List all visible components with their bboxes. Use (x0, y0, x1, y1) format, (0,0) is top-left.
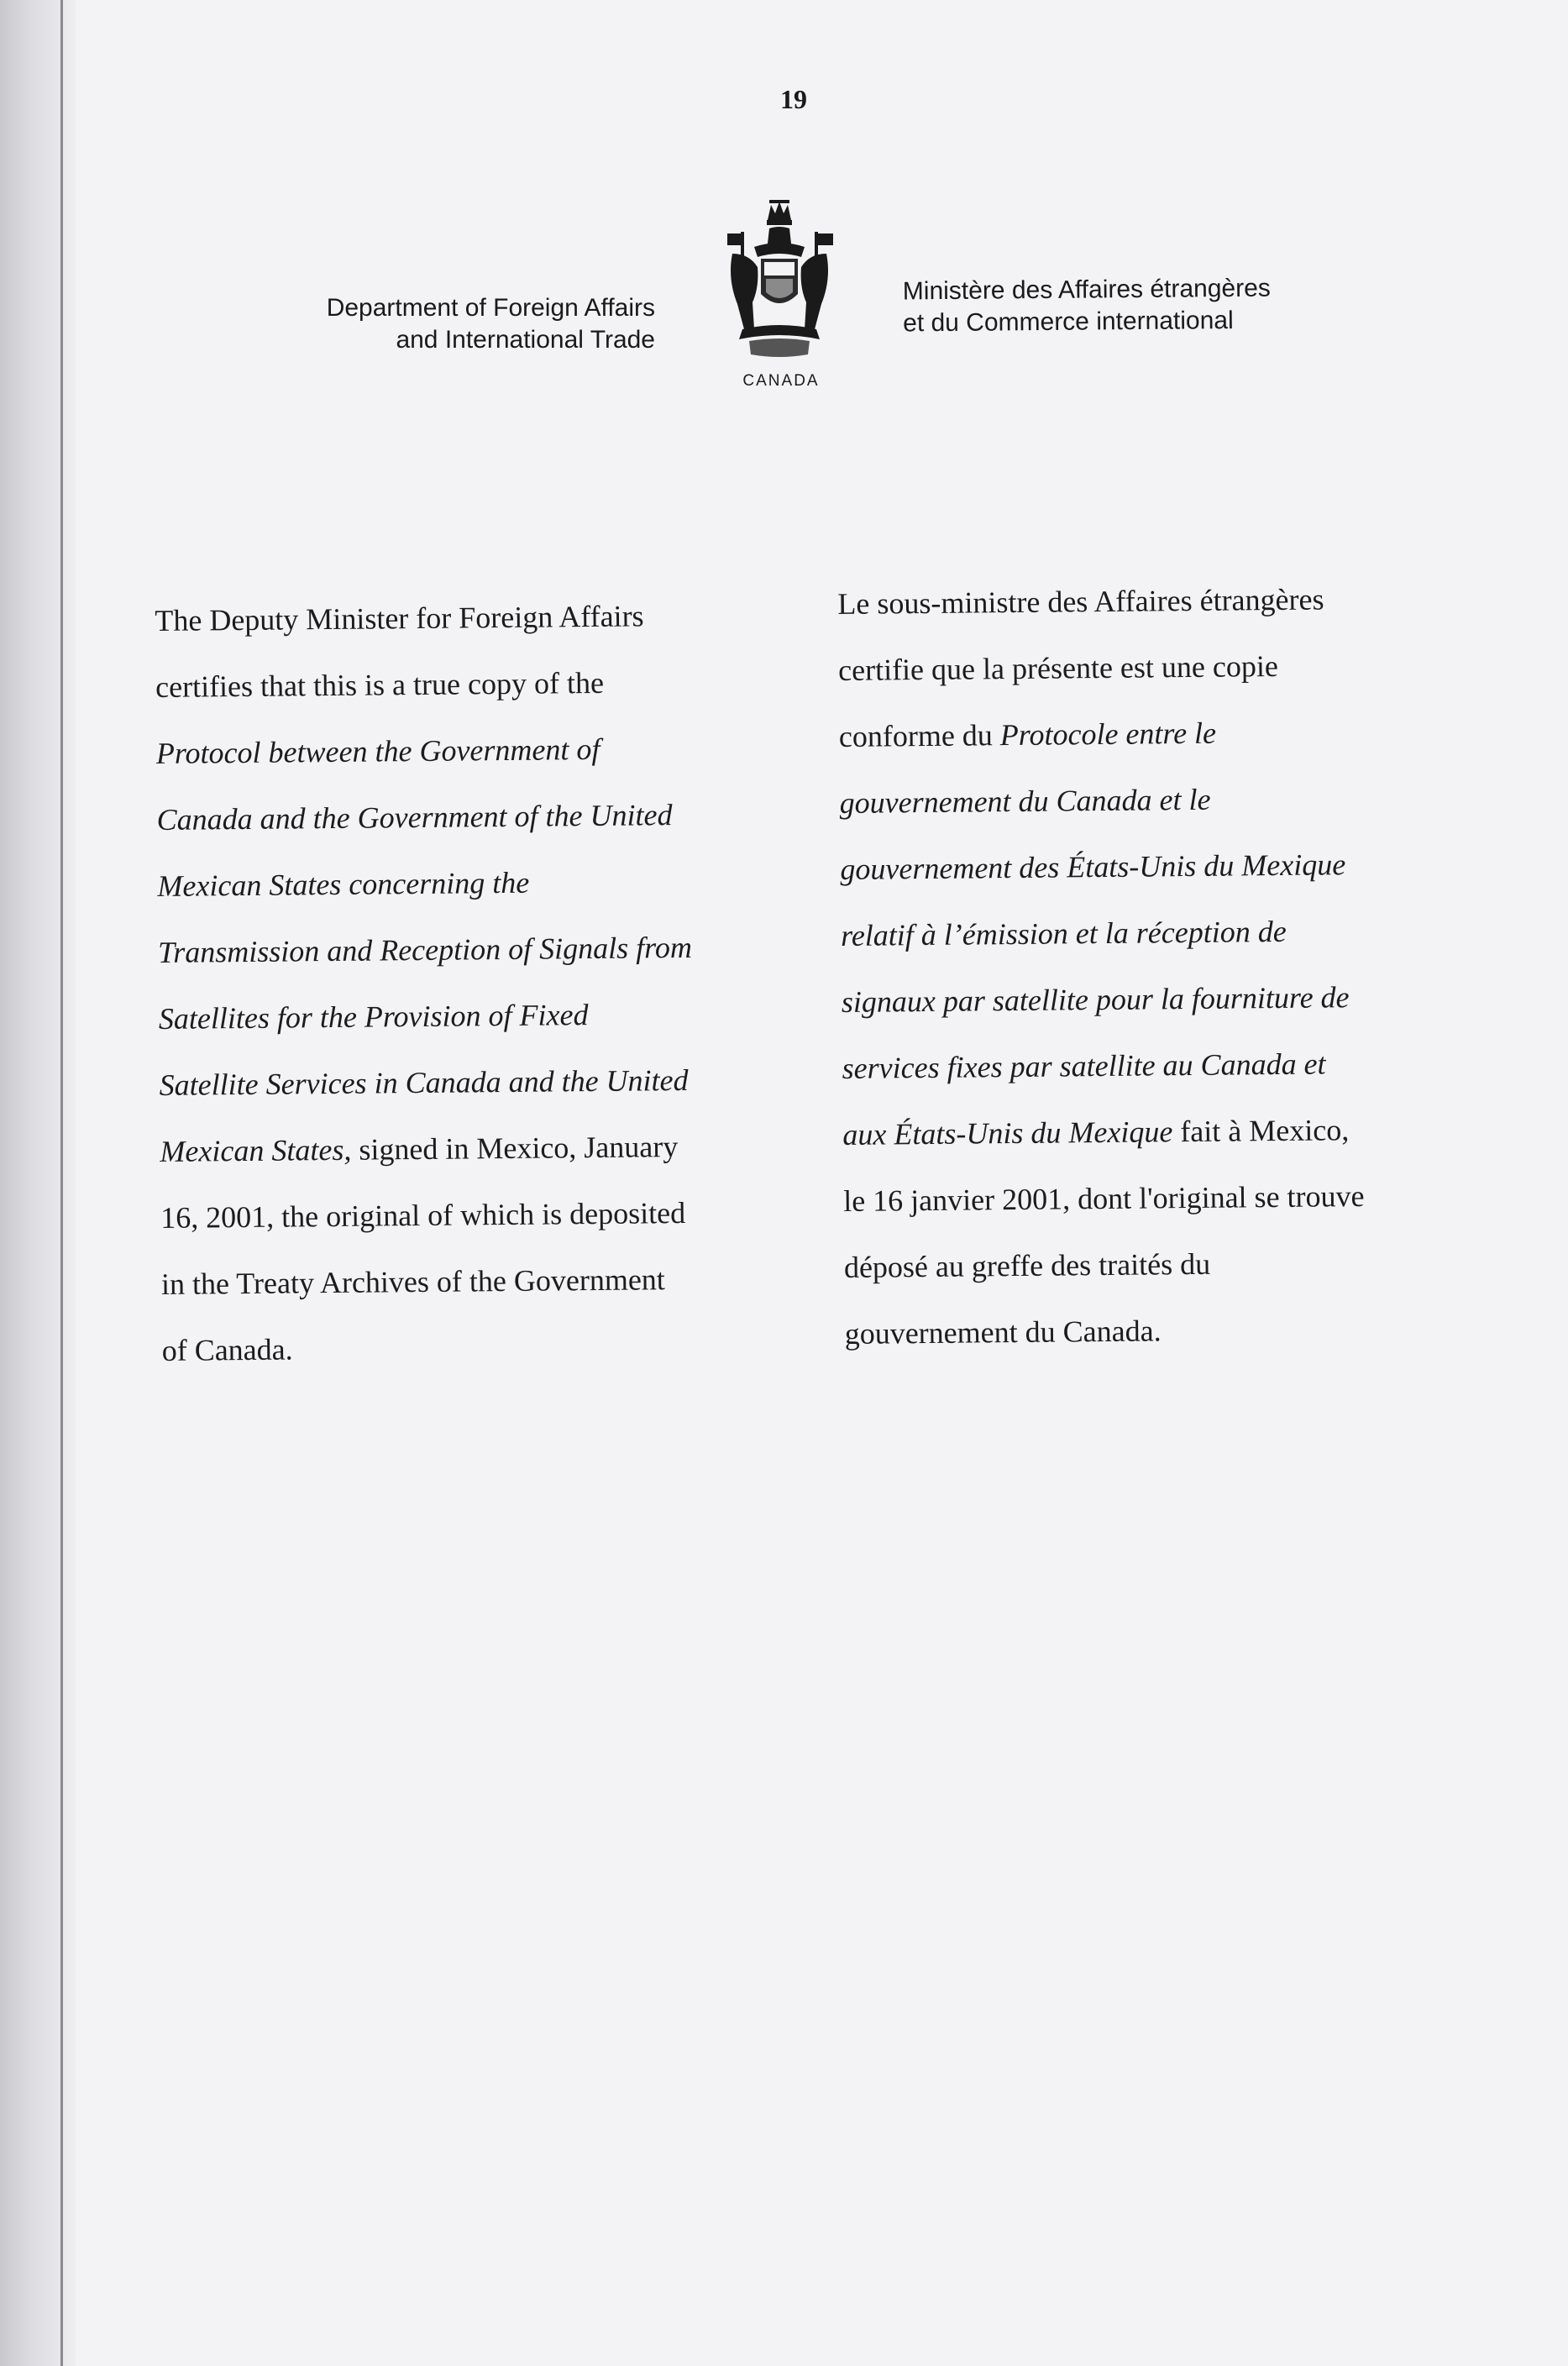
text-line (157, 848, 691, 920)
page-edge-shadow (0, 0, 76, 2366)
body-text: le 16 janvier 2001, dont l'original se trouve (843, 1179, 1365, 1218)
department-line: Department of Foreign Affairs (326, 294, 655, 322)
text-line (156, 716, 690, 787)
text-line (161, 1246, 695, 1318)
italic-title-text: signaux par satellite pour la fourniture de (841, 980, 1350, 1019)
italic-title-text: Satellite Services in Canada and the United (159, 1062, 689, 1102)
text-line (160, 1180, 695, 1251)
body-text: 16, 2001, the original of which is deposited (160, 1195, 686, 1235)
italic-title-text: Mexican States concerning the (157, 865, 530, 903)
italic-title-text: gouvernement des États-Unis du Mexique (840, 847, 1346, 886)
department-name-english (235, 292, 655, 356)
body-text: gouvernement du Canada. (844, 1314, 1162, 1351)
text-line (842, 964, 1363, 1036)
binding-edge (60, 0, 63, 2366)
text-line (155, 649, 690, 721)
body-text: of Canada. (161, 1332, 293, 1367)
body-text: Le sous-ministre des Affaires étrangères (837, 582, 1324, 621)
body-text: signed in Mexico, January (351, 1130, 679, 1167)
text-line (844, 1230, 1366, 1301)
body-text: certifie que la présente est une copie (837, 648, 1279, 687)
body-text: fait à Mexico, (1172, 1113, 1350, 1149)
italic-title-text: Canada and the Government of the United (156, 798, 673, 837)
body-text: déposé au greffe des traités du (843, 1246, 1211, 1284)
italic-title-text: Protocol between the Government of (155, 732, 600, 770)
italic-title-text: Protocole entre le (999, 716, 1217, 753)
italic-title-text: services fixes par satellite au Canada et (842, 1047, 1326, 1085)
department-line: and International Trade (396, 326, 655, 354)
body-text: conforme du (838, 718, 1001, 753)
body-text: The Deputy Minister for Foreign Affairs (155, 599, 644, 637)
italic-title-text: Satellites for the Provision of Fixed (158, 998, 589, 1036)
text-line (156, 782, 690, 853)
text-line (844, 1296, 1366, 1367)
text-line (837, 566, 1359, 637)
body-text: certifies that this is a true copy of the (155, 665, 605, 704)
italic-title-text: relatif à l’émission et la réception de (840, 914, 1287, 952)
text-line (158, 915, 692, 986)
text-line (840, 832, 1361, 903)
text-line (161, 1313, 695, 1384)
certification-text-english (155, 583, 696, 1384)
italic-title-text: Mexican States, (160, 1132, 352, 1168)
italic-title-text: Transmission and Reception of Signals from (157, 930, 693, 969)
text-line (838, 632, 1360, 704)
italic-title-text: aux États-Unis du Mexique (842, 1115, 1173, 1152)
text-line (160, 1114, 694, 1185)
text-line (155, 583, 689, 654)
text-line (839, 765, 1361, 837)
text-line (841, 898, 1362, 969)
page-number: 19 (780, 84, 807, 114)
text-line (843, 1163, 1365, 1235)
body-text: in the Treaty Archives of the Government (160, 1262, 666, 1301)
coat-of-arms-of-canada-icon (721, 195, 838, 363)
text-line (159, 981, 693, 1052)
italic-title-text: gouvernement du Canada et le (839, 782, 1211, 820)
department-line: et du Commerce international (903, 307, 1234, 338)
text-line (159, 1047, 693, 1119)
text-line (842, 1097, 1364, 1168)
department-name-french (903, 272, 1374, 340)
certification-text-french (837, 566, 1366, 1367)
text-line (839, 699, 1361, 770)
emblem-caption: CANADA (742, 372, 820, 390)
department-line: Ministère des Affaires étrangères (902, 274, 1271, 306)
text-line (842, 1031, 1363, 1102)
